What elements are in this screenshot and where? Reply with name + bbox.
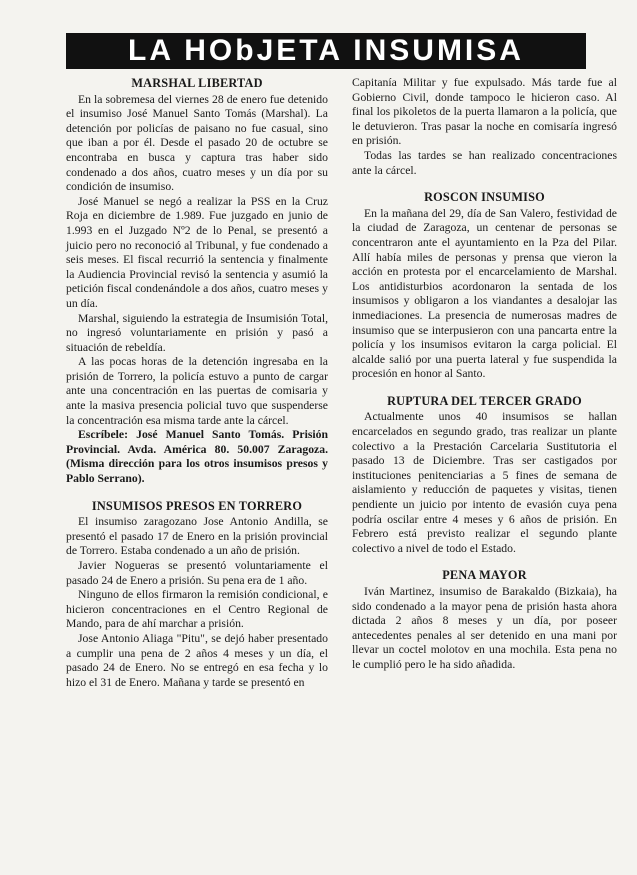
paragraph: Jose Antonio Aliaga "Pitu", se dejó haber presentado a cumplir una pena de 2 años 4 meses y un día, el pasado 24 de Enero. No se entregó en esa fecha y lo hizo el 31 de Enero. Mañana y tarde se presentó en <box>66 631 328 689</box>
right-column <box>352 76 617 673</box>
heading-insumisos-presos: INSUMISOS PRESOS EN TORRERO <box>91 498 303 513</box>
paragraph: Marshal, siguiendo la estrategia de Insumisión Total, no ingresó voluntariamente en prisión y pasó a situación de rebeldía. <box>66 311 328 354</box>
masthead: LA HObJETA INSUMISA <box>66 33 586 69</box>
paragraph: El insumiso zaragozano Jose Antonio Andilla, se presentó el pasado 17 de Enero en la prisión provincial de Torrero. Estaba condenado a un año de prisión. <box>66 515 328 558</box>
paragraph: Iván Martinez, insumiso de Barakaldo (Bizkaia), ha sido condenado a la mayor pena de prisión hasta ahora dictada 2 años 8 meses y un día, por poseer antecedentes penales al ser detenido en una mani por llevar un coctel molotov en una mochila. Esta pena no le cumplió pero le ha sido añadida. <box>352 585 617 671</box>
heading-marshal-libertad: MARSHAL LIBERTAD <box>131 76 263 90</box>
heading-pena-mayor: PENA MAYOR <box>442 568 527 583</box>
heading-roscon-insumiso: ROSCON INSUMISO <box>424 190 545 205</box>
paragraph: Todas las tardes se han realizado concentraciones ante la cárcel. <box>352 148 617 177</box>
paragraph: Capitanía Militar y fue expulsado. Más tarde fue al Gobierno Civil, donde tampoco le hicieron caso. Al final los pikoletos de la puerta llamaron a la policía, que le detuvieron. Tras pasar la noche en comisaría ingresó en prisión. <box>352 76 617 148</box>
prison-address: Escríbele: José Manuel Santo Tomás. Prisión Provincial. Avda. América 80. 50.007 Zaragoza. (Misma dirección para los otros insumisos presos y Pablo Serrano). <box>66 428 328 486</box>
left-column <box>66 76 328 690</box>
paragraph: Actualmente unos 40 insumisos se hallan encarcelados en segundo grado, tras realizar un plante colectivo a la Prestación Carcelaria Sustitutoria el pasado 13 de Diciembre. Tras ser castigados por instituciones penitenciarias a 5 fines de semana de aislamiento y reducción de paquetes y visitas, tienen pendiente un juicio por intento de evasión cuya pena podría oscilar entre 4 meses y 6 años de prisión. En Febrero está previsto realizar el segundo plante colectivo a nivel de todo el Estado. <box>352 410 617 555</box>
paragraph: José Manuel se negó a realizar la PSS en la Cruz Roja en diciembre de 1.989. Fue juzgado en junio de 1.993 en el Juzgado Nº2 de lo Penal, se presentó a juicio pero no reconoció al Tribunal, y fue condenado a seis meses. El fiscal recurrió la sentencia y finalmente la Audiencia Provincial revisó la sentencia y asumió la petición fiscal condenándole a dos años, cuatro meses y un día. <box>66 194 328 310</box>
paragraph: En la mañana del 29, día de San Valero, festividad de la ciudad de Zaragoza, un centenar de personas se concentraron ante el ayuntamiento en la Pza del Pilar. Allí había miles de personas y prensa que vieron la acción en protesta por el encarcelamiento de Marshal. Los antidisturbios acordonaron la sentada de los insumisos y obligaron a los viandantes a desalojar las inmediaciones. La presencia de numerosas madres de insumiso que se interpusieron con una pancarta entre la policía y los insumisos evitaron la carga policial. El alcalde salió por una puerta lateral y fue suspendida la procesión en honor al Santo. <box>352 206 617 381</box>
paragraph: En la sobremesa del viernes 28 de enero fue detenido el insumiso José Manuel Santo Tomás (Marshal). La detención por policías de paisano no fue casual, sino que iban a por él. Desde el pasado 20 de octubre se encontraba en busca y captura tras haber sido condenado a dos años, cuatro meses y un día por su condición de insumiso. <box>66 92 328 194</box>
heading-ruptura-tercer-grado: RUPTURA DEL TERCER GRADO <box>387 393 582 408</box>
paragraph: A las pocas horas de la detención ingresaba en la prisión de Torrero, la policía estuvo a punto de cargar ante una concentración en las puertas de comisaria y ante la masiva presencia policial tuvo que suspenderse la concentración esa misma tarde ante la cárcel. <box>66 355 328 427</box>
paragraph: Javier Nogueras se presentó voluntariamente el pasado 24 de Enero a prisión. Su pena era de 1 año. <box>66 559 328 587</box>
paragraph: Ninguno de ellos firmaron la remisión condicional, e hicieron concentraciones en el Centro Regional de Mando, para de ahí marchar a prisión. <box>66 588 328 631</box>
